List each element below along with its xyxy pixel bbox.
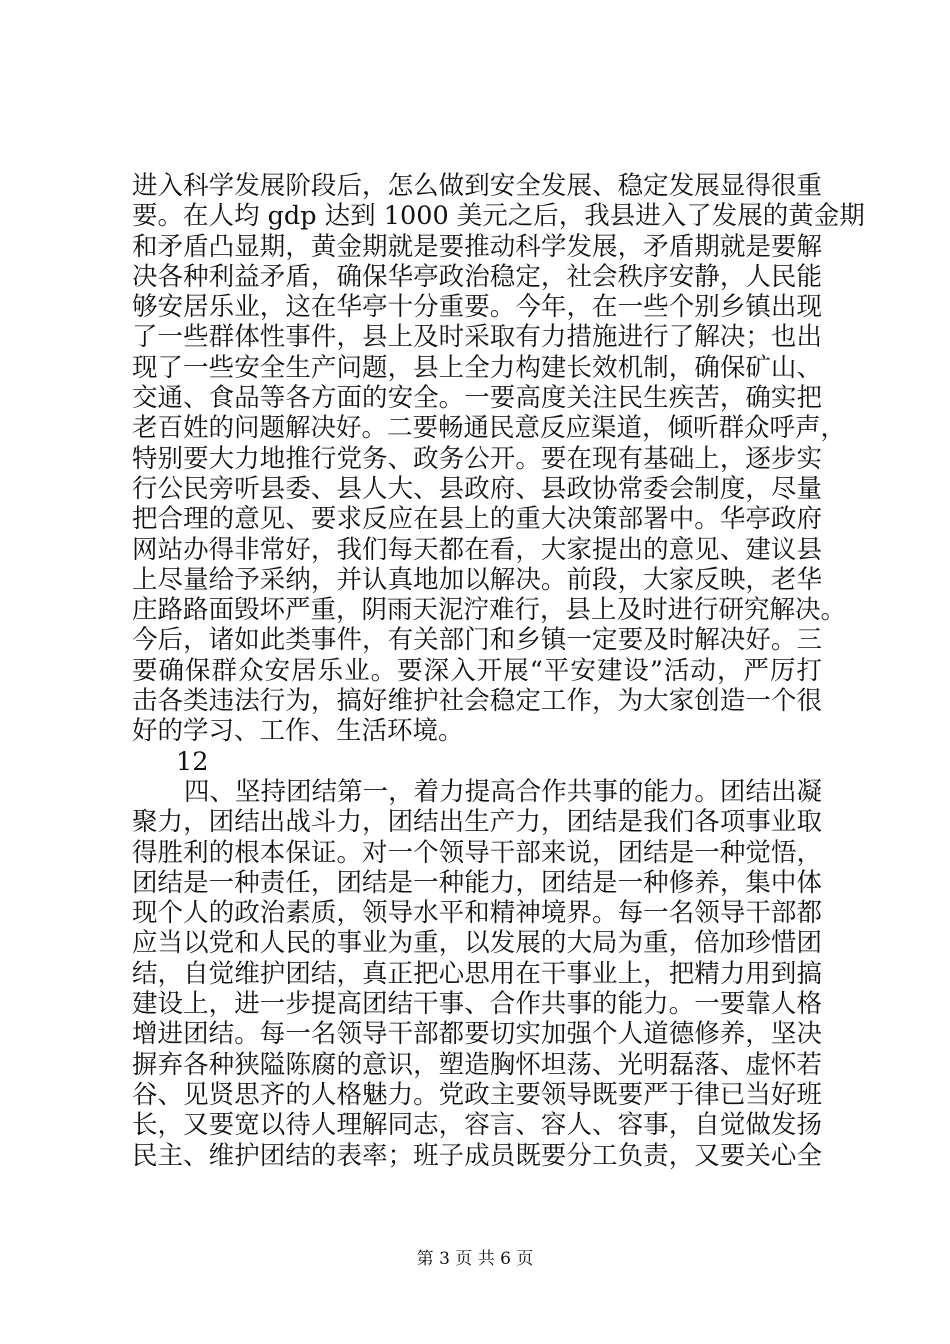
text-line: 现个人的政治素质，领导水平和精神境界。每一名领导干部都: [132, 898, 822, 929]
text-line: 特别要大力地推行党务、政务公开。要在现有基础上，逐步实: [132, 443, 822, 474]
text-line: 增进团结。每一名领导干部都要切实加强个人道德修养，坚决: [132, 1019, 822, 1050]
text-line: 进入科学发展阶段后，怎么做到安全发展、稳定发展显得很重: [132, 171, 822, 201]
text-line: 上尽量给予采纳，并认真地加以解决。前段，大家反映，老华: [132, 564, 822, 595]
text-line: 长，又要宽以待人理解同志，容言、容人、容事，自觉做发扬: [132, 1110, 822, 1141]
text-line: 民主、维护团结的表率；班子成员既要分工负责，又要关心全: [132, 1140, 822, 1171]
text-line: 团结是一种责任，团结是一种能力，团结是一种修养，集中体: [132, 867, 822, 898]
text-line: 击各类违法行为，搞好维护社会稳定工作，为大家创造一个很: [132, 686, 822, 717]
text-line: 应当以党和人民的事业为重，以发展的大局为重，倍加珍惜团: [132, 928, 822, 959]
text-line: 要。在人均 gdp 达到 1000 美元之后，我县进入了发展的黄金期: [132, 201, 865, 232]
text-line: 好的学习、工作、生活环境。: [132, 716, 464, 747]
text-line: 行公民旁听县委、县人大、县政府、县政协常委会制度，尽量: [132, 473, 822, 504]
page-footer: 第 3 页 共 6 页: [416, 1249, 534, 1269]
text-line: 谷、见贤思齐的人格魅力。党政主要领导既要严于律已当好班: [132, 1079, 822, 1110]
paragraph-1: [132, 171, 865, 747]
text-line: 决各种利益矛盾，确保华亭政治稳定，社会秩序安静，人民能: [132, 261, 822, 292]
document-body: [132, 171, 865, 1171]
text-line: 聚力，团结出战斗力，团结出生产力，团结是我们各项事业取: [132, 807, 822, 838]
text-line: 摒弃各种狭隘陈腐的意识，塑造胸怀坦荡、光明磊落、虚怀若: [132, 1049, 822, 1080]
text-line: 老百姓的问题解决好。二要畅通民意反应渠道，倾听群众呼声，: [132, 413, 847, 444]
page-marker: 12: [176, 746, 209, 777]
text-line: 得胜利的根本保证。对一个领导干部来说，团结是一种觉悟，: [132, 837, 822, 868]
text-line: 和矛盾凸显期，黄金期就是要推动科学发展，矛盾期就是要解: [132, 231, 822, 262]
text-line: 结，自觉维护团结，真正把心思用在干事业上，把精力用到搞: [132, 958, 822, 989]
text-line: 庄路路面毁坏严重，阴雨天泥泞难行，县上及时进行研究解决。: [132, 595, 847, 626]
text-line: 交通、食品等各方面的安全。一要高度关注民生疾苦，确实把: [132, 383, 822, 414]
text-line: 四、坚持团结第一，着力提高合作共事的能力。团结出凝: [184, 776, 822, 807]
text-line: 现了一些安全生产问题，县上全力构建长效机制，确保矿山、: [132, 352, 822, 383]
text-line: 建设上，进一步提高团结干事、合作共事的能力。一要靠人格: [132, 989, 822, 1020]
text-line: 够安居乐业，这在华亭十分重要。今年，在一些个别乡镇出现: [132, 292, 822, 323]
text-line: 把合理的意见、要求反应在县上的重大决策部署中。华亭政府: [132, 504, 822, 535]
paragraph-2: [132, 777, 822, 1171]
text-line: 今后，诸如此类事件，有关部门和乡镇一定要及时解决好。三: [132, 625, 822, 656]
text-line: 网站办得非常好，我们每天都在看，大家提出的意见、建议县: [132, 534, 822, 565]
text-line: 了一些群体性事件，县上及时采取有力措施进行了解决；也出: [132, 322, 822, 353]
text-line: 要确保群众安居乐业。要深入开展“平安建设”活动，严厉打: [132, 655, 822, 686]
